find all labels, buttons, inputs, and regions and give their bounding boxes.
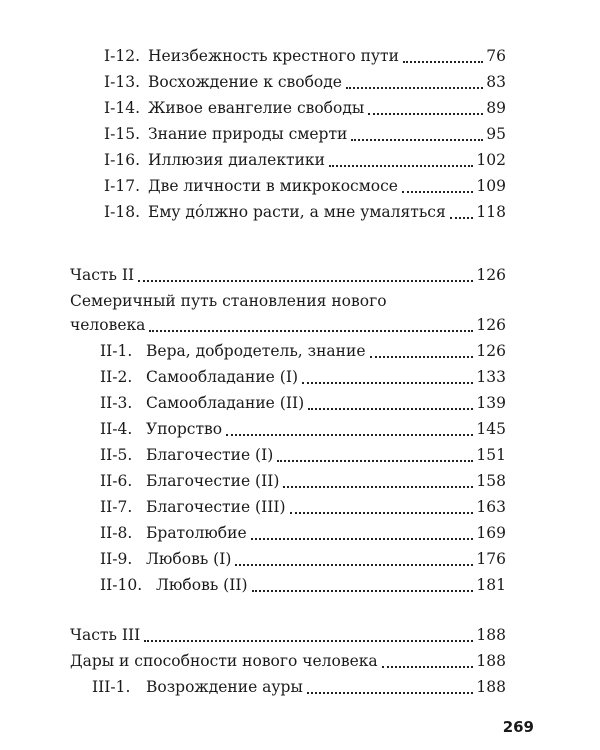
toc-part-2-subtitle [0, 312, 600, 338]
entry-title: Неизбежность крестного пути [148, 47, 399, 65]
dot-leader [226, 432, 473, 436]
entry-page: 158 [476, 472, 506, 490]
entry-page: 76 [486, 47, 506, 65]
entry-number: II-5. [100, 446, 133, 464]
entry-number: I-16. [104, 151, 141, 169]
toc-entry-ii-6 [0, 468, 600, 494]
entry-page: 188 [476, 678, 506, 696]
toc-entry-ii-8 [0, 520, 600, 546]
dot-leader [307, 690, 474, 694]
toc-entry-i-12 [0, 43, 600, 69]
part-page: 126 [476, 266, 506, 284]
entry-number: II-6. [100, 472, 133, 490]
toc-entry-ii-5 [0, 442, 600, 468]
entry-title: Самообладание (II) [146, 394, 305, 412]
entry-number: I-15. [104, 125, 141, 143]
toc-entry-ii-7 [0, 494, 600, 520]
dot-leader [382, 664, 474, 668]
entry-title: Живое евангелие свободы [148, 99, 365, 117]
entry-page: 176 [476, 550, 506, 568]
entry-title: Благочестие (II) [146, 472, 280, 490]
entry-title: Упорство [146, 420, 223, 438]
toc-entry-ii-1 [0, 338, 600, 364]
dot-leader [308, 406, 473, 410]
dot-leader [290, 510, 474, 514]
part-subtitle: Дары и способности нового человека [70, 652, 378, 670]
part-title: Часть III [70, 626, 141, 644]
entry-title: Возрождение ауры [146, 678, 303, 696]
entry-page: 95 [486, 125, 506, 143]
part-subtitle-page: 126 [476, 316, 506, 334]
toc-entry-i-14 [0, 95, 600, 121]
toc-part-3-heading [0, 622, 600, 648]
toc-entry-i-15 [0, 121, 600, 147]
dot-leader [144, 638, 473, 642]
entry-number: I-18. [104, 203, 141, 221]
toc-entry-i-17 [0, 173, 600, 199]
toc-entry-ii-10 [0, 572, 600, 598]
entry-number: II-1. [100, 342, 133, 360]
dot-leader [251, 536, 474, 540]
toc-entry-i-16 [0, 147, 600, 173]
entry-title: Знание природы смерти [148, 125, 348, 143]
entry-number: II-8. [100, 524, 133, 542]
entry-title: Восхождение к свободе [148, 73, 342, 91]
dot-leader [302, 380, 473, 384]
entry-page: 145 [476, 420, 506, 438]
entry-page: 139 [476, 394, 506, 412]
entry-number: II-2. [100, 368, 133, 386]
entry-title: Две личности в микрокосмосе [148, 177, 398, 195]
entry-number: II-10. [100, 576, 143, 594]
dot-leader [149, 328, 473, 332]
entry-title: Самообладание (I) [146, 368, 299, 386]
dot-leader [329, 163, 473, 167]
toc-part-2-heading [0, 262, 600, 288]
toc-entry-i-18 [0, 199, 600, 225]
toc-part-3-subtitle [0, 648, 600, 674]
entry-number: II-3. [100, 394, 133, 412]
entry-title: Благочестие (III) [146, 498, 286, 516]
dot-leader [370, 354, 474, 358]
dot-leader [351, 137, 483, 141]
entry-number: II-4. [100, 420, 133, 438]
entry-number: II-7. [100, 498, 133, 516]
part-page: 188 [476, 626, 506, 644]
entry-page: 133 [476, 368, 506, 386]
dot-leader [402, 189, 473, 193]
entry-number: II-9. [100, 550, 133, 568]
entry-page: 118 [476, 203, 506, 221]
part-title: Часть II [70, 266, 135, 284]
toc-entry-iii-1 [0, 674, 600, 700]
entry-page: 109 [476, 177, 506, 195]
part-subtitle-line-2: человека [70, 316, 146, 334]
entry-title: Благочестие (I) [146, 446, 274, 464]
entry-page: 126 [476, 342, 506, 360]
part-2-subtitle-line-1: Семеричный путь становления нового [70, 292, 387, 310]
dot-leader [277, 458, 473, 462]
dot-leader [252, 588, 474, 592]
entry-page: 163 [476, 498, 506, 516]
entry-number: I-14. [104, 99, 141, 117]
dot-leader [138, 278, 473, 282]
page-number: 269 [502, 718, 534, 736]
entry-page: 83 [486, 73, 506, 91]
dot-leader [283, 484, 473, 488]
dot-leader [403, 59, 483, 63]
entry-page: 181 [476, 576, 506, 594]
part-subtitle-page: 188 [476, 652, 506, 670]
entry-page: 169 [476, 524, 506, 542]
entry-number: III-1. [92, 678, 131, 696]
entry-title: Вера, добродетель, знание [146, 342, 366, 360]
entry-page: 151 [476, 446, 506, 464]
dot-leader [235, 562, 473, 566]
dot-leader [368, 111, 483, 115]
entry-title: Братолюбие [146, 524, 247, 542]
entry-number: I-13. [104, 73, 141, 91]
entry-page: 102 [476, 151, 506, 169]
entry-page: 89 [486, 99, 506, 117]
entry-title: Иллюзия диалектики [148, 151, 325, 169]
entry-number: I-12. [104, 47, 141, 65]
dot-leader [346, 85, 483, 89]
toc-entry-ii-9 [0, 546, 600, 572]
entry-title: Ему до́лжно расти, а мне умаляться [148, 203, 446, 221]
dot-leader [450, 215, 474, 219]
toc-entry-ii-4 [0, 416, 600, 442]
entry-title: Любовь (I) [146, 550, 232, 568]
entry-number: I-17. [104, 177, 141, 195]
entry-title: Любовь (II) [156, 576, 248, 594]
toc-entry-ii-3 [0, 390, 600, 416]
toc-entry-i-13 [0, 69, 600, 95]
toc-entry-ii-2 [0, 364, 600, 390]
